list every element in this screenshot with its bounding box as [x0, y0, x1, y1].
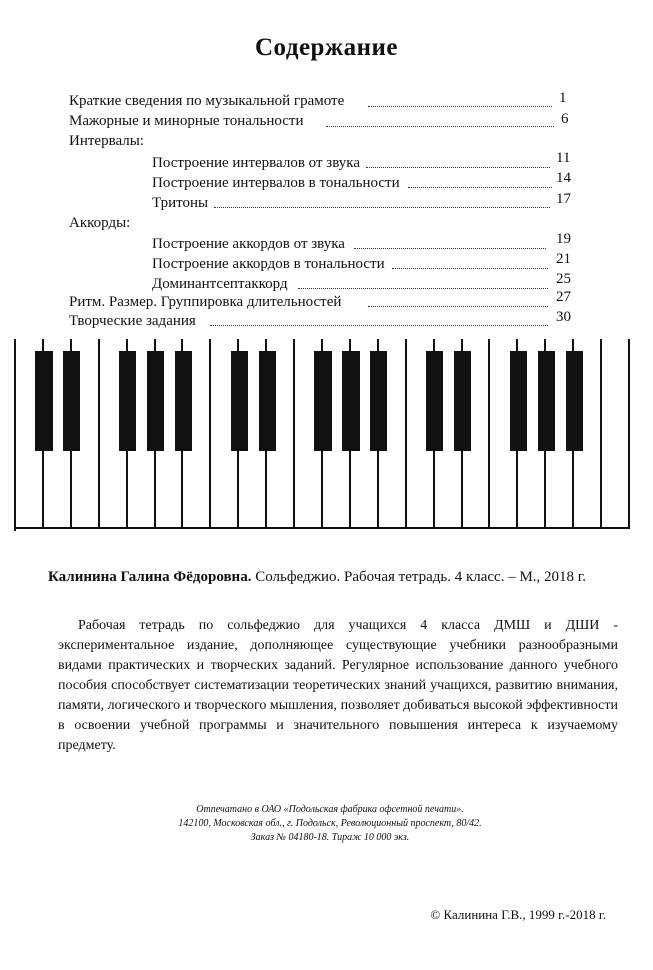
- toc-leader: [210, 325, 548, 326]
- toc-entry-page: 1: [559, 90, 567, 106]
- description-paragraph: Рабочая тетрадь по сольфеджио для учащихся 4 класса ДМШ и ДШИ - экспериментальное издание, дополняющее существующие учебники разнообразными видами практических и творческих заданий. Регулярное использование данного учебного пособия способствует систематизации теоретических знаний учащихся, развитию внимания, памяти, логического и творческого мышления, позволяет добиваться высокой эффективности в освоении учебной программы и значительного повышения интереса к изучаемому предмету.: [58, 618, 618, 753]
- toc-entry-page: 27: [556, 289, 571, 305]
- toc-entry-page: 6: [561, 111, 569, 127]
- black-key: [342, 351, 359, 451]
- toc-entry-text: Тритоны: [152, 195, 209, 211]
- black-key: [566, 351, 583, 451]
- toc-entry-text: Ритм. Размер. Группировка длительностей: [69, 294, 342, 310]
- toc-leader: [366, 167, 550, 168]
- black-key: [147, 351, 164, 451]
- toc-leader: [214, 207, 550, 208]
- black-key: [510, 351, 527, 451]
- black-key: [119, 351, 136, 451]
- toc-entry-text: Творческие задания: [69, 313, 196, 329]
- black-key: [454, 351, 471, 451]
- toc-leader: [392, 268, 548, 269]
- toc-entry-text: Построение аккордов в тональности: [152, 256, 385, 272]
- imprint-line-2: 142100, Московская обл., г. Подольск, Революционный проспект, 80/42.: [178, 818, 482, 829]
- toc-entry-text: Построение интервалов в тональности: [152, 175, 400, 191]
- black-key: [426, 351, 443, 451]
- black-key: [370, 351, 387, 451]
- toc-leader: [298, 288, 548, 289]
- toc-leader: [408, 187, 552, 188]
- white-key: [602, 339, 630, 529]
- book-description: [58, 616, 618, 756]
- black-key: [175, 351, 192, 451]
- toc-entry-page: 11: [556, 150, 571, 166]
- toc-leader: [368, 106, 552, 107]
- black-key: [538, 351, 555, 451]
- toc-entry-page: 30: [556, 309, 571, 325]
- toc-leader: [354, 248, 546, 249]
- piano-keyboard-illustration: [14, 339, 630, 531]
- toc-entry-text: Интервалы:: [69, 133, 144, 149]
- toc-entry-page: 19: [556, 231, 571, 247]
- imprint-line-1: Отпечатано в ОАО «Подольская фабрика офсетной печати».: [196, 804, 464, 815]
- book-reference: [48, 569, 586, 586]
- toc-entry-page: 17: [556, 191, 571, 207]
- toc-entry-text: Мажорные и минорные тональности: [69, 113, 304, 129]
- copyright: © Калинина Г.В., 1999 г.-2018 г.: [430, 907, 606, 922]
- toc-leader: [368, 306, 548, 307]
- black-key: [314, 351, 331, 451]
- page-title: Содержание: [254, 34, 398, 61]
- toc-entry-page: 14: [556, 170, 571, 186]
- author-name: Калинина Галина Фёдоровна.: [48, 569, 252, 585]
- imprint-line-3: Заказ № 04180-18. Тираж 10 000 экз.: [250, 832, 410, 843]
- black-key: [259, 351, 276, 451]
- book-title-info: Сольфеджио. Рабочая тетрадь. 4 класс. – М., 2018 г.: [251, 569, 587, 585]
- toc-entry-text: Краткие сведения по музыкальной грамоте: [69, 93, 345, 109]
- toc-entry-text: Аккорды:: [69, 215, 131, 231]
- toc-entry-text: Доминантсептаккорд: [152, 276, 288, 292]
- toc-entry-page: 25: [556, 271, 571, 287]
- black-key: [63, 351, 80, 451]
- toc-leader: [326, 126, 554, 127]
- black-key: [35, 351, 52, 451]
- toc-entry-text: Построение интервалов от звука: [152, 155, 360, 171]
- black-key: [231, 351, 248, 451]
- toc-entry-text: Построение аккордов от звука: [152, 236, 345, 252]
- toc-entry-page: 21: [556, 251, 571, 267]
